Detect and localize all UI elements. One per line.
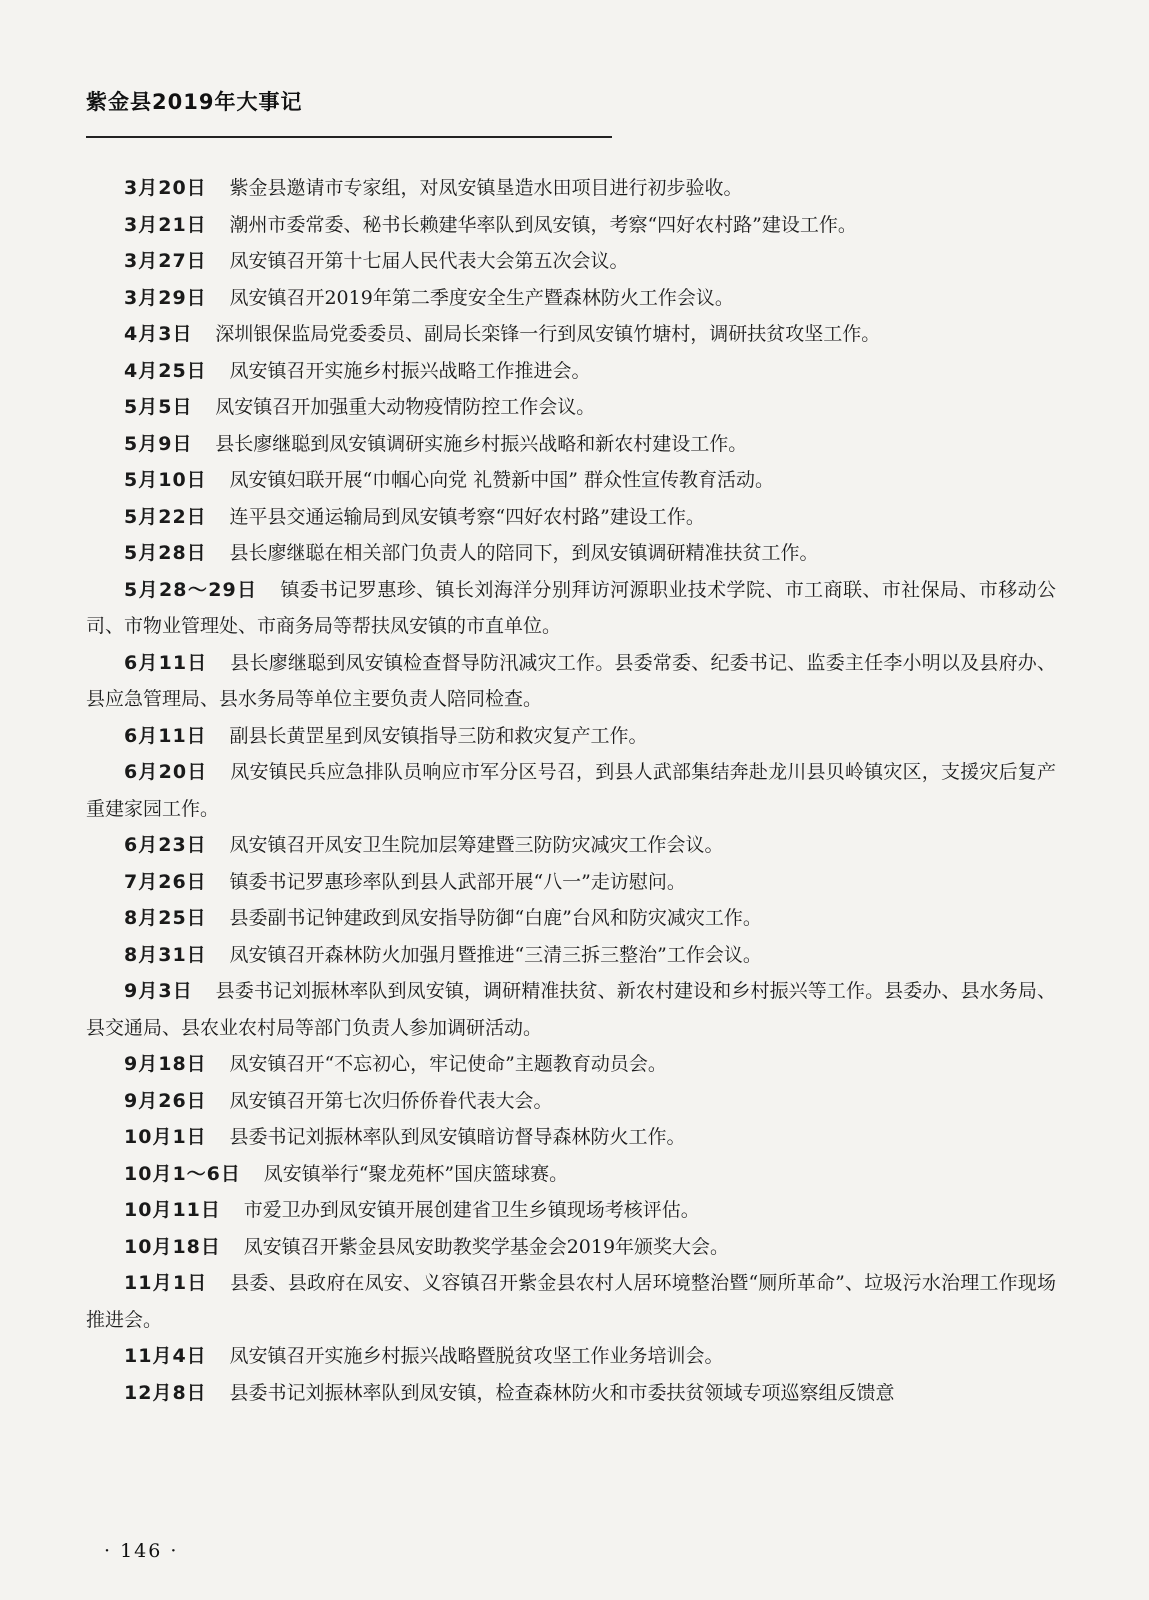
entry-text: 县长廖继聪到凤安镇调研实施乡村振兴战略和新农村建设工作。 xyxy=(215,432,748,455)
entry-date: 9月3日 xyxy=(124,980,193,1002)
entry-date: 6月11日 xyxy=(124,651,208,674)
entry-text: 凤安镇召开紫金县凤安助教奖学基金会2019年颁奖大会。 xyxy=(243,1235,730,1258)
header-rule xyxy=(86,136,612,138)
entry-date: 4月3日 xyxy=(124,323,193,345)
entry-date: 5月28～29日 xyxy=(124,578,258,601)
entry-text: 县委书记刘振林率队到凤安镇，检查森林防火和市委扶贫领域专项巡察组反馈意 xyxy=(229,1381,895,1404)
entry-text: 县长廖继聪在相关部门负责人的陪同下，到凤安镇调研精准扶贫工作。 xyxy=(229,542,819,564)
entry xyxy=(86,754,1056,827)
entry-text: 凤安镇召开凤安卫生院加层筹建暨三防防灾减灾工作会议。 xyxy=(229,834,724,856)
entry xyxy=(86,1046,1056,1083)
entry xyxy=(86,499,1056,536)
entry xyxy=(86,1156,1056,1193)
entry-date: 3月27日 xyxy=(124,250,207,272)
entry xyxy=(86,718,1056,755)
entry xyxy=(86,973,1056,1046)
entry-text: 紫金县邀请市专家组，对凤安镇垦造水田项目进行初步验收。 xyxy=(229,177,743,199)
entry xyxy=(86,207,1056,244)
entry-text: 县委副书记钟建政到凤安指导防御“白鹿”台风和防灾减灾工作。 xyxy=(229,907,762,929)
entry-date: 5月5日 xyxy=(124,396,193,418)
entry-text: 凤安镇召开森林防火加强月暨推进“三清三拆三整治”工作会议。 xyxy=(229,943,762,966)
running-header: 紫金县2019年大事记 xyxy=(86,90,303,114)
entry-text: 县长廖继聪到凤安镇检查督导防汛减灾工作。县委常委、纪委书记、监委主任李小明以及县府办、县应急管理局、县水务局等单位主要负责人陪同检查。 xyxy=(86,651,1056,710)
entry-text: 凤安镇召开实施乡村振兴战略工作推进会。 xyxy=(229,359,591,382)
entry-date: 4月25日 xyxy=(124,359,207,382)
entry xyxy=(86,535,1056,572)
entry-date: 10月18日 xyxy=(124,1235,221,1258)
entry-text: 镇委书记罗惠珍、镇长刘海洋分别拜访河源职业技术学院、市工商联、市社保局、市移动公司、市物业管理处、市商务局等帮扶凤安镇的市直单位。 xyxy=(86,578,1056,637)
entry-date: 6月11日 xyxy=(124,724,207,747)
entry-text: 凤安镇召开实施乡村振兴战略暨脱贫攻坚工作业务培训会。 xyxy=(229,1345,724,1367)
entry xyxy=(86,1338,1056,1375)
entry-date: 3月20日 xyxy=(124,177,207,199)
entry-date: 7月26日 xyxy=(124,870,207,893)
entry xyxy=(86,280,1056,317)
entry xyxy=(86,170,1056,207)
entry-date: 8月31日 xyxy=(124,943,207,966)
entry xyxy=(86,426,1056,463)
entry xyxy=(86,353,1056,390)
entry xyxy=(86,389,1056,426)
entry-text: 潮州市委常委、秘书长赖建华率队到凤安镇，考察“四好农村路”建设工作。 xyxy=(229,213,857,236)
entry xyxy=(86,864,1056,901)
entry-date: 9月18日 xyxy=(124,1053,207,1075)
entry xyxy=(86,243,1056,280)
entry xyxy=(86,1229,1056,1266)
entry xyxy=(86,827,1056,864)
entry xyxy=(86,1265,1056,1338)
entry xyxy=(86,645,1056,718)
entry xyxy=(86,900,1056,937)
entry xyxy=(86,462,1056,499)
entry xyxy=(86,937,1056,974)
entry xyxy=(86,1375,1056,1412)
entry-date: 11月1日 xyxy=(124,1272,208,1294)
entry-text: 县委书记刘振林率队到凤安镇，调研精准扶贫、新农村建设和乡村振兴等工作。县委办、县水务局、县交通局、县农业农村局等部门负责人参加调研活动。 xyxy=(86,980,1056,1039)
entry-text: 镇委书记罗惠珍率队到县人武部开展“八一”走访慰问。 xyxy=(229,870,686,893)
entry-date: 12月8日 xyxy=(124,1381,207,1404)
entry xyxy=(86,1083,1056,1120)
entry-text: 凤安镇召开“不忘初心，牢记使命”主题教育动员会。 xyxy=(229,1053,667,1075)
entry-text: 副县长黄罡星到凤安镇指导三防和救灾复产工作。 xyxy=(229,724,648,747)
entry-date: 10月1日 xyxy=(124,1126,207,1148)
entry-text: 深圳银保监局党委委员、副局长栾锋一行到凤安镇竹塘村，调研扶贫攻坚工作。 xyxy=(215,323,881,345)
entry xyxy=(86,316,1056,353)
entry-text: 凤安镇民兵应急排队员响应市军分区号召，到县人武部集结奔赴龙川县贝岭镇灾区，支援灾后复产重建家园工作。 xyxy=(86,761,1056,820)
entry-text: 凤安镇召开2019年第二季度安全生产暨森林防火工作会议。 xyxy=(229,286,734,309)
entry-date: 5月9日 xyxy=(124,432,193,455)
entry-date: 11月4日 xyxy=(124,1345,207,1367)
entry-date: 9月26日 xyxy=(124,1089,207,1112)
entry-date: 6月23日 xyxy=(124,834,207,856)
entry-text: 县委、县政府在凤安、义容镇召开紫金县农村人居环境整治暨“厕所革命”、垃圾污水治理工作现场推进会。 xyxy=(86,1272,1056,1331)
entry-date: 10月11日 xyxy=(124,1199,221,1221)
entry-text: 市爱卫办到凤安镇开展创建省卫生乡镇现场考核评估。 xyxy=(243,1199,700,1221)
entry-text: 凤安镇召开第十七届人民代表大会第五次会议。 xyxy=(229,250,629,272)
entry-date: 5月10日 xyxy=(124,469,207,491)
entry-date: 8月25日 xyxy=(124,907,207,929)
entry xyxy=(86,1192,1056,1229)
page-number: · 146 · xyxy=(104,1540,179,1562)
entry-text: 凤安镇召开第七次归侨侨眷代表大会。 xyxy=(229,1089,553,1112)
entry-date: 6月20日 xyxy=(124,761,208,783)
entry-text: 凤安镇妇联开展“巾帼心向党 礼赞新中国” 群众性宣传教育活动。 xyxy=(229,469,774,491)
entry-date: 3月29日 xyxy=(124,286,207,309)
entry-text: 凤安镇举行“聚龙苑杯”国庆篮球赛。 xyxy=(263,1162,569,1185)
entry-date: 3月21日 xyxy=(124,213,207,236)
entry-text: 县委书记刘振林率队到凤安镇暗访督导森林防火工作。 xyxy=(229,1126,686,1148)
entry-text: 连平县交通运输局到凤安镇考察“四好农村路”建设工作。 xyxy=(229,505,705,528)
entry-date: 5月28日 xyxy=(124,542,207,564)
entry-text: 凤安镇召开加强重大动物疫情防控工作会议。 xyxy=(215,396,596,418)
entry-date: 10月1～6日 xyxy=(124,1162,241,1185)
chronicle-entries xyxy=(86,170,1056,1411)
entry xyxy=(86,572,1056,645)
entry xyxy=(86,1119,1056,1156)
entry-date: 5月22日 xyxy=(124,505,207,528)
